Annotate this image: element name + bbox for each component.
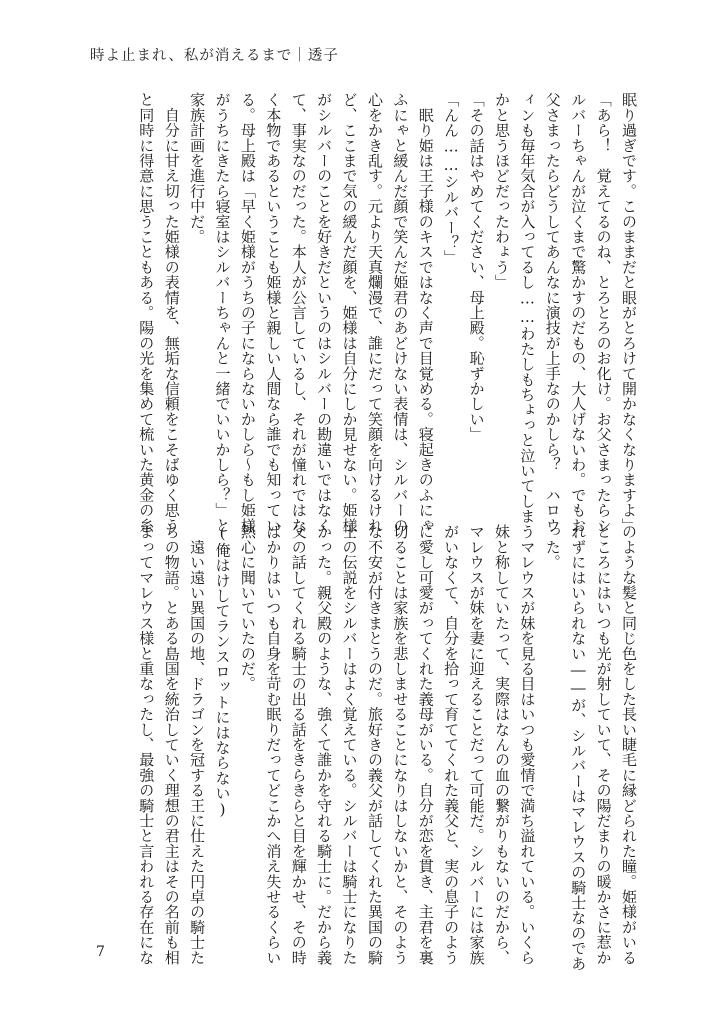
text-line: 父の話してくれる騎士の出る話をきらきらと目を輝かせ、その時 — [289, 524, 308, 965]
text-line: 自分に甘え切った姫様の表情を、無垢な信頼をこそばゆく思う — [162, 92, 181, 533]
text-line: がシルバーのことを好きだというのはシルバーの勘違いではなく — [315, 92, 334, 533]
page-number: 7 — [96, 944, 105, 960]
text-line: 「その話はやめてください、母上殿。恥ずかしい」 — [467, 92, 486, 442]
text-line: 遠い遠い異国の地、ドラゴンを冠する王に仕えた円卓の騎士た — [188, 524, 207, 965]
text-line: く本物であるということも姫様と親しい人間なら誰でも知ってい — [264, 92, 283, 533]
text-line: 熱心に聞いていたのだ。 — [238, 524, 257, 692]
text-line: 「んん……シルバー？」 — [442, 92, 461, 266]
text-line: まってマレウス様と重なったし、最強の騎士と言われる存在にな — [137, 524, 156, 965]
text-line: かった。親父殿のような、強くて誰かを守れる騎士に。だから義 — [315, 524, 334, 965]
text-line: かと思うほどだったわょう」 — [492, 92, 511, 290]
text-line: 「あら！ 覚えてるのね、とろとろのお化け。お父さまったらシ — [594, 92, 613, 533]
text-line: マレウスが妹を見る目はいつも愛情で満ち溢れている。いくら — [518, 524, 537, 965]
text-line: と同時に得意に思うこともある。陽の光を集めて梳いた黄金の糸 — [137, 92, 156, 533]
text-line: がいなくて、自分を拾って育ててくれた義父と、実の息子のよう — [442, 524, 461, 965]
text-block-top — [81, 92, 641, 539]
text-line: れずにはいられない――が、シルバーはマレウスの騎士なのであ — [569, 524, 588, 971]
text-line: 妹と称していたって、実際はなんの血の繋がりもないのだから、 — [492, 524, 511, 965]
text-line: に愛し可愛がってくれた義母がいる。自分が恋を貫き、主君を裏 — [416, 524, 435, 965]
running-header: 時よ止まれ、私が消えるまで｜透子 — [90, 48, 339, 64]
text-line: 家族計画を進行中だ。 — [188, 92, 207, 244]
text-line: ィンも毎年気合が入ってるし……わたしもちょっと泣いてしまう — [518, 92, 537, 539]
text-line: な不安が付きまとうのだ。旅好きの義父が話してくれた異国の騎 — [365, 524, 384, 965]
text-line: ルバーちゃんが泣くまで驚かすのだもの、大人げないわ。でもお — [569, 92, 588, 533]
text-line: ど、ここまで気の緩んだ顔を、姫様は自分にしか見せない。姫様 — [340, 92, 359, 533]
text-line: ばかりはいつも自身を苛む眠りだってどこかへ消え失せるくらい — [264, 524, 283, 965]
text-line: がうちにきたら寝室はシルバーちゃんと一緒でいいかしら？」と — [213, 92, 232, 533]
text-line: (俺はけしてランスロットにはならない) — [213, 524, 232, 819]
text-line: 眠り姫は王子様のキスではなく声で目覚める。寝起きのふにゃ — [416, 92, 435, 533]
text-line: て、事実なのだった。本人が公言しているし、それが憧れではな — [289, 92, 308, 533]
text-line: 父さまったらどうしてあんなに演技が上手なのかしら？ ハロウ — [543, 92, 562, 533]
text-line: ちの物語。とある島国を統治していく理想の君主はその名前も相 — [162, 524, 181, 965]
text-line: ところにはいつも光が射していて、その陽だまりの暖かさに惹か — [594, 524, 613, 965]
text-line: ふにゃと緩んだ顔で笑んだ姫君のあどけない表情は、シルバーの — [391, 92, 410, 533]
text-line: マレウスが妹を妻に迎えることだって可能だ。シルバーには家族 — [467, 524, 486, 965]
text-line: 士の伝説をシルバーはよく覚えている。シルバーは騎士になりた — [340, 524, 359, 965]
text-line: のような髪と同じ色をした長い睫毛に縁どられた瞳。姫様がいる — [620, 524, 638, 965]
text-line: った。 — [543, 524, 562, 570]
text-line: 心をかき乱す。元より天真爛漫で、誰にだって笑顔を向けるけれ — [365, 92, 384, 533]
text-line: る。母上殿は「早く姫様がうちの子にならないかしら〜もし姫様 — [238, 92, 257, 533]
text-block-bottom — [81, 524, 641, 971]
text-line: 切ることは家族を悲しませることになりはしないかと、そのよう — [391, 524, 410, 965]
text-line: 眠り過ぎです。このままだと眼がとろけて開かなくなりますよ」 — [620, 92, 638, 533]
